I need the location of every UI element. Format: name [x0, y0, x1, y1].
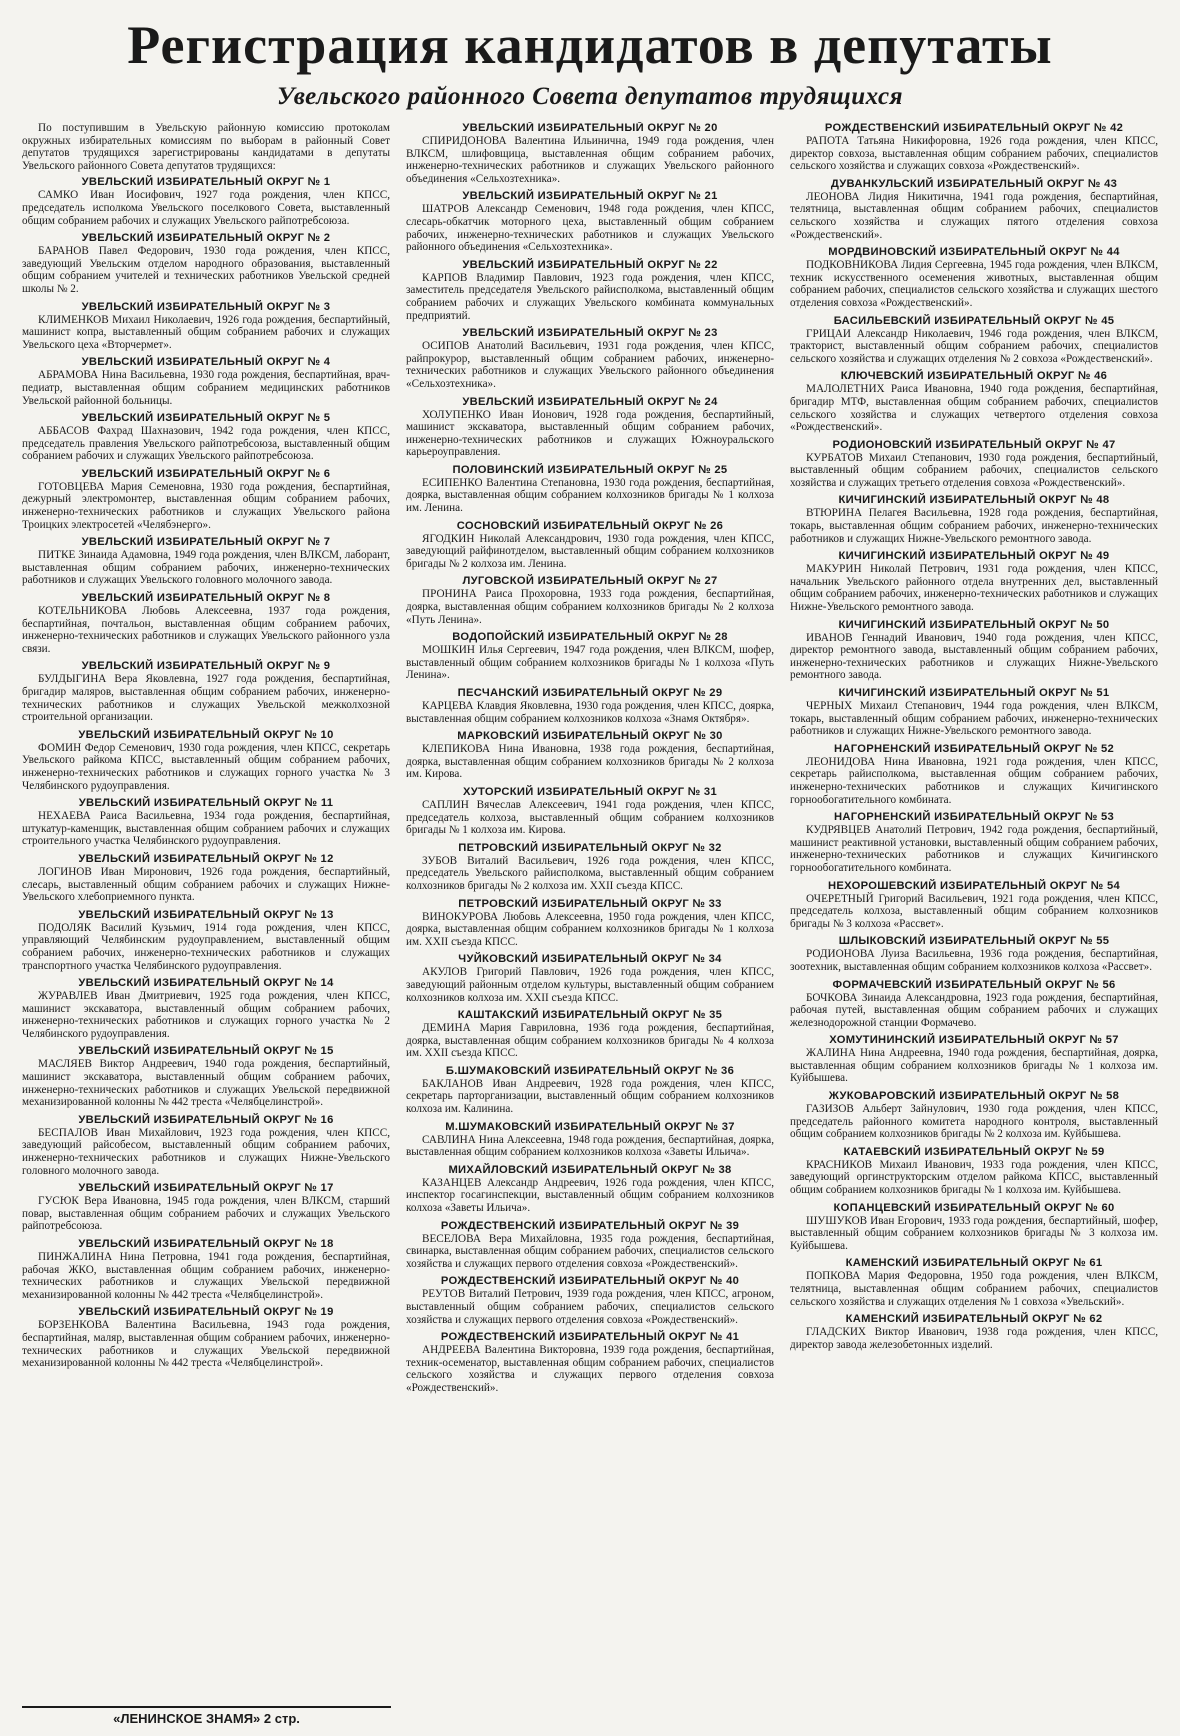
candidate-text: ЛЕОНОВА Лидия Никитична, 1941 года рождения, беспартийная, телятница, выставленная общим собранием рабочих, специалистов сельского хозяйства и служащих пятого отделения совхоза «Рождественский».	[790, 190, 1158, 241]
district-entry	[406, 259, 774, 322]
candidate-text: АКУЛОВ Григорий Павлович, 1926 года рождения, член КПСС, заведующий районным отделом культуры, выставленный общим собранием колхозников колхоза им. XXII съезда КПСС.	[406, 966, 774, 1004]
intro-paragraph: По поступившим в Увельскую районную комиссию протоколам окружных избирательных комиссиям по выборам в районный Совет депутатов трудящихся зарегистрированы кандидатами в депутаты Увельского районного Совета депутатов трудящихся:	[22, 122, 390, 172]
candidate-text: САВЛИНА Нина Алексеевна, 1948 года рождения, беспартийная, доярка, выставленная общим собранием колхозников колхоза «Заветы Ильича».	[406, 1133, 774, 1159]
district-entry	[790, 122, 1158, 173]
candidate-text: АНДРЕЕВА Валентина Викторовна, 1939 года рождения, беспартийная, техник-осеменатор, выставленная общим собранием рабочих, специалистов сельского хозяйства и служащих первого отделения совхоза «Рождественский».	[406, 1344, 774, 1394]
district-heading: УВЕЛЬСКИЙ ИЗБИРАТЕЛЬНЫЙ ОКРУГ № 24	[462, 395, 718, 408]
candidate-text: ОСИПОВ Анатолий Васильевич, 1931 года рождения, член КПСС, райпрокурор, выставленный общим собранием рабочих, инженерно-технических работников и служащих Увельского районного объединения «Сельхозтехника».	[406, 340, 774, 390]
district-heading: УВЕЛЬСКИЙ ИЗБИРАТЕЛЬНЫЙ ОКРУГ № 13	[78, 908, 334, 921]
district-entry	[790, 1257, 1158, 1308]
district-entry	[22, 1045, 390, 1108]
district-heading: КЛЮЧЕВСКИЙ ИЗБИРАТЕЛЬНЫЙ ОКРУГ № 46	[840, 370, 1108, 383]
candidate-text: ВТЮРИНА Пелагея Васильевна, 1928 года рождения, беспартийная, токарь, выставленная общим собранием рабочих, инженерно-технических работников и служащих Нижне-Увельского ремонтного завода.	[790, 507, 1158, 545]
candidate-text: КОТЕЛЬНИКОВА Любовь Алексеевна, 1937 года рождения, беспартийная, почтальон, выставленная общим собранием рабочих, инженерно-технических работников и служащих Увельского районного узла связи.	[22, 605, 390, 655]
district-entry	[406, 687, 774, 725]
district-heading: УВЕЛЬСКИЙ ИЗБИРАТЕЛЬНЫЙ ОКРУГ № 18	[78, 1238, 334, 1250]
district-entry	[22, 1114, 390, 1177]
candidate-text: ВИНОКУРОВА Любовь Алексеевна, 1950 года рождения, член КПСС, доярка, выставленная общим собранием колхозников бригады № 1 колхоза им. XXII съезда КПСС.	[406, 910, 774, 948]
candidate-text: АБРАМОВА Нина Васильевна, 1930 года рождения, беспартийная, врач-педиатр, выставленная общим собранием медицинских работников Увельской районной больницы.	[22, 369, 390, 407]
district-heading: КИЧИГИНСКИЙ ИЗБИРАТЕЛЬНЫЙ ОКРУГ № 49	[838, 550, 1110, 563]
district-heading: УВЕЛЬСКИЙ ИЗБИРАТЕЛЬНЫЙ ОКРУГ № 17	[78, 1182, 334, 1195]
candidate-text: КАЗАНЦЕВ Александр Андреевич, 1926 года рождения, член КПСС, инспектор госагинспекции, выставленный общим собранием колхозников колхоза «Заветы Ильича».	[406, 1176, 774, 1215]
district-heading: МАРКОВСКИЙ ИЗБИРАТЕЛЬНЫЙ ОКРУГ № 30	[457, 730, 723, 743]
district-entry	[790, 935, 1158, 973]
district-heading: УВЕЛЬСКИЙ ИЗБИРАТЕЛЬНЫЙ ОКРУГ № 20	[462, 122, 718, 134]
district-entry	[406, 786, 774, 837]
district-entry	[790, 880, 1158, 931]
district-entry	[22, 468, 390, 531]
district-heading: СОСНОВСКИЙ ИЗБИРАТЕЛЬНЫЙ ОКРУГ № 26	[456, 519, 724, 532]
district-entry	[790, 1090, 1158, 1141]
candidate-text: БАРАНОВ Павел Федорович, 1930 года рождения, член КПСС, заведующий Увельским отделом народного образования, выставленный общим собранием учителей и технических работников Увельской средней школы № 2.	[22, 245, 390, 295]
district-entry	[406, 1164, 774, 1215]
candidate-text: МАСЛЯЕВ Виктор Андреевич, 1940 года рождения, беспартийный, машинист экскаватора, выставленный общим собранием рабочих, инженерно-технических работников и служащих Увельской передвижной механизированной колонны № 442 треста «Челябцелинстрой».	[22, 1058, 390, 1109]
candidate-text: КАРПОВ Владимир Павлович, 1923 года рождения, член КПСС, заместитель председателя Увельского райисполкома, выставленный общим собранием рабочих и служащих Увельского комбината коммунальных предприятий.	[406, 271, 774, 322]
district-heading: УВЕЛЬСКИЙ ИЗБИРАТЕЛЬНЫЙ ОКРУГ № 9	[81, 660, 331, 673]
page-title: Регистрация кандидатов в депутаты	[127, 15, 1053, 75]
candidate-text: БОРЗЕНКОВА Валентина Васильевна, 1943 года рождения, беспартийная, маляр, выставленная общим собранием рабочих, инженерно-технических работников и служащих Увельской передвижной механизированной колонны № 442 треста «Челябцелинстрой».	[22, 1319, 390, 1370]
district-entry	[406, 1331, 774, 1394]
district-entry	[406, 575, 774, 626]
candidate-text: НЕХАЕВА Раиса Васильевна, 1934 года рождения, беспартийная, штукатур-каменщик, выставленная общим собранием рабочих и служащих строительного участка Челябинского рудоуправления.	[22, 810, 390, 848]
district-heading: УВЕЛЬСКИЙ ИЗБИРАТЕЛЬНЫЙ ОКРУГ № 21	[462, 190, 718, 203]
district-entry	[22, 853, 390, 904]
district-entry	[22, 660, 390, 723]
candidate-text: БУЛДЫГИНА Вера Яковлевна, 1927 года рождения, беспартийная, бригадир маляров, выставленная общим собранием рабочих, инженерно-технических работников и служащих Увельской межколхозной строительной организации.	[22, 673, 390, 724]
candidate-text: МОШКИН Илья Сергеевич, 1947 года рождения, член ВЛКСМ, шофер, выставленный общим собранием колхозников бригады № 1 колхоза «Путь Ленина».	[406, 644, 774, 682]
district-entry	[790, 315, 1158, 366]
district-heading: УВЕЛЬСКИЙ ИЗБИРАТЕЛЬНЫЙ ОКРУГ № 8	[81, 592, 331, 605]
district-entry	[790, 979, 1158, 1030]
district-entry	[406, 1009, 774, 1060]
district-entry	[406, 520, 774, 571]
candidate-text: ПРОНИНА Раиса Прохоровна, 1933 года рождения, беспартийная, доярка, выставленная общим собранием колхозников бригады № 2 колхоза «Путь Ленина».	[406, 588, 774, 626]
district-entry	[790, 1034, 1158, 1085]
candidate-text: САМКО Иван Иосифович, 1927 года рождения, член КПСС, председатель исполкома Увельского поселкового Совета, выставленный общим собранием рабочих и служащих Увельского райпотребсоюза.	[22, 189, 390, 227]
district-heading: ФОРМАЧЕВСКИЙ ИЗБИРАТЕЛЬНЫЙ ОКРУГ № 56	[832, 978, 1116, 991]
district-heading: КАШТАКСКИЙ ИЗБИРАТЕЛЬНЫЙ ОКРУГ № 35	[457, 1009, 723, 1022]
district-heading: КАТАЕВСКИЙ ИЗБИРАТЕЛЬНЫЙ ОКРУГ № 59	[843, 1145, 1105, 1158]
district-entry	[22, 1238, 390, 1301]
district-entry	[790, 1313, 1158, 1351]
district-entry	[790, 619, 1158, 682]
candidate-text: КЛЕПИКОВА Нина Ивановна, 1938 года рождения, беспартийная, доярка, выставленная общим собранием колхозников бригады № 2 колхоза им. Кирова.	[406, 743, 774, 781]
district-heading: БАСИЛЬЕВСКИЙ ИЗБИРАТЕЛЬНЫЙ ОКРУГ № 45	[833, 314, 1115, 327]
district-entry	[790, 370, 1158, 433]
district-entry	[406, 730, 774, 781]
district-heading: ХУТОРСКИЙ ИЗБИРАТЕЛЬНЫЙ ОКРУГ № 31	[463, 785, 717, 798]
district-heading: ЧУЙКОВСКИЙ ИЗБИРАТЕЛЬНЫЙ ОКРУГ № 34	[458, 953, 722, 966]
district-heading: РОЖДЕСТВЕНСКИЙ ИЗБИРАТЕЛЬНЫЙ ОКРУГ № 42	[824, 122, 1124, 134]
candidate-text: ЖУРАВЛЕВ Иван Дмитриевич, 1925 года рождения, член КПСС, машинист экскаватора, выставленный общим собранием рабочих, инженерно-технических работников и служащих горного участка № 2 Челябинского рудоуправления.	[22, 990, 390, 1040]
candidate-text: ЛОГИНОВ Иван Миронович, 1926 года рождения, беспартийный, слесарь, выставленный общим собранием рабочих и служащих Нижне-Увельского хлебоприемного пункта.	[22, 865, 390, 904]
district-entry	[406, 327, 774, 390]
candidate-text: ЖАЛИНА Нина Андреевна, 1940 года рождения, беспартийная, доярка, выставленная общим собранием колхозников бригады № 1 колхоза им. Куйбышева.	[790, 1047, 1158, 1085]
district-heading: РОДИОНОВСКИЙ ИЗБИРАТЕЛЬНЫЙ ОКРУГ № 47	[832, 438, 1116, 451]
district-entry	[406, 842, 774, 893]
district-heading: КАМЕНСКИЙ ИЗБИРАТЕЛЬНЫЙ ОКРУГ № 62	[845, 1313, 1103, 1326]
newspaper-footer: «ЛЕНИНСКОЕ ЗНАМЯ» 2 стр.	[22, 1706, 391, 1726]
candidate-text: КЛИМЕНКОВ Михаил Николаевич, 1926 года рождения, беспартийный, машинист копра, выставленный общим собранием рабочих и служащих Увельского цеха «Вторчермет».	[22, 313, 390, 351]
district-entry	[790, 550, 1158, 613]
district-entry	[22, 536, 390, 587]
district-entry	[790, 494, 1158, 545]
candidate-text: САПЛИН Вячеслав Алексеевич, 1941 года рождения, член КПСС, председатель колхоза, выставленный общим собранием колхозников бригады № 1 колхоза им. Кирова.	[406, 798, 774, 837]
candidate-text: ИВАНОВ Геннадий Иванович, 1940 года рождения, член КПСС, директор ремонтного завода, выставленный общим собранием рабочих, инженерно-технических работников и служащих Нижне-Увельского ремонтного завода.	[790, 631, 1158, 682]
district-heading: УВЕЛЬСКИЙ ИЗБИРАТЕЛЬНЫЙ ОКРУГ № 11	[78, 797, 334, 810]
district-entry	[406, 1275, 774, 1326]
district-entry	[406, 1121, 774, 1159]
district-heading: УВЕЛЬСКИЙ ИЗБИРАТЕЛЬНЫЙ ОКРУГ № 15	[78, 1045, 334, 1058]
candidate-text: КАРЦЕВА Клавдия Яковлевна, 1930 года рождения, член КПСС, доярка, выставленная общим собранием колхозников колхоза «Знамя Октября».	[406, 700, 774, 725]
district-entry	[22, 729, 390, 792]
district-heading: УВЕЛЬСКИЙ ИЗБИРАТЕЛЬНЫЙ ОКРУГ № 6	[81, 467, 331, 480]
district-heading: ПЕТРОВСКИЙ ИЗБИРАТЕЛЬНЫЙ ОКРУГ № 32	[458, 841, 722, 854]
district-heading: КИЧИГИНСКИЙ ИЗБИРАТЕЛЬНЫЙ ОКРУГ № 50	[838, 618, 1110, 631]
district-entry	[22, 412, 390, 463]
district-heading: ШЛЫКОВСКИЙ ИЗБИРАТЕЛЬНЫЙ ОКРУГ № 55	[838, 935, 1110, 948]
district-heading: УВЕЛЬСКИЙ ИЗБИРАТЕЛЬНЫЙ ОКРУГ № 7	[81, 536, 331, 549]
candidate-text: ПИТКЕ Зинаида Адамовна, 1949 года рождения, член ВЛКСМ, лаборант, выставленная общим собранием рабочих, инженерно-технических работников и служащих Увельского головного молочного завода.	[22, 549, 390, 587]
candidate-text: ФОМИН Федор Семенович, 1930 года рождения, член КПСС, секретарь Увельского райкома КПСС, выставленный общим собранием рабочих, инженерно-технических работников и служащих горного участка № 3 Челябинского рудоуправления.	[22, 741, 390, 792]
district-heading: Б.ШУМАКОВСКИЙ ИЗБИРАТЕЛЬНЫЙ ОКРУГ № 36	[445, 1064, 735, 1077]
district-heading: КАМЕНСКИЙ ИЗБИРАТЕЛЬНЫЙ ОКРУГ № 61	[845, 1257, 1103, 1270]
column-1	[22, 122, 390, 1722]
candidate-text: ГРИЦАИ Александр Николаевич, 1946 года рождения, член ВЛКСМ, тракторист, выставленный общим собранием рабочих, специалистов сельского хозяйства и служащих отделения № 2 совхоза «Рождественский».	[790, 327, 1158, 365]
candidate-text: АББАСОВ Фахрад Шахназович, 1942 года рождения, член КПСС, председатель правления Увельского райпотребсоюза, выставленный общим собранием рабочих и служащих Увельского райпотребсоюза.	[22, 425, 390, 463]
candidate-text: МАКУРИН Николай Петрович, 1931 года рождения, член КПСС, начальник Увельского районного отдела внутренних дел, выставленный общим собранием рабочих, инженерно-технических работников и служащих Нижне-Увельского ремонтного завода.	[790, 563, 1158, 614]
district-heading: УВЕЛЬСКИЙ ИЗБИРАТЕЛЬНЫЙ ОКРУГ № 4	[81, 356, 331, 369]
district-entry	[22, 232, 390, 295]
district-entry	[22, 1182, 390, 1233]
candidate-text: ПОПКОВА Мария Федоровна, 1950 года рождения, член ВЛКСМ, телятница, выставленная общим собранием рабочих, специалистов сельского хозяйства и служащих отделения № 1 совхоза «Увельский».	[790, 1270, 1158, 1308]
candidate-text: РАПОТА Татьяна Никифоровна, 1926 года рождения, член КПСС, директор совхоза, выставленная общим собранием рабочих, специалистов сельского хозяйства и служащих совхоза «Рождественский».	[790, 135, 1158, 173]
district-heading: УВЕЛЬСКИЙ ИЗБИРАТЕЛЬНЫЙ ОКРУГ № 12	[78, 852, 334, 865]
candidate-text: ГАЗИЗОВ Альберт Зайнулович, 1930 года рождения, член КПСС, председатель районного комитета народного контроля, выставленный общим собранием колхозников бригады № 2 колхоза им. Куйбышева.	[790, 1103, 1158, 1141]
candidate-text: СПИРИДОНОВА Валентина Ильинична, 1949 года рождения, член ВЛКСМ, шлифовщица, выставленная общим собранием рабочих, инженерно-технических работников и служащих Увельского районного объединения «Сельхозтехника».	[406, 135, 774, 185]
candidate-text: ГОТОВЦЕВА Мария Семеновна, 1930 года рождения, беспартийная, дежурный электромонтер, выставленная общим собранием рабочих, инженерно-технических работников и служащих Увельского района Троицких электросетей «Челябэнерго».	[22, 480, 390, 531]
district-heading: ХОМУТИНИНСКИЙ ИЗБИРАТЕЛЬНЫЙ ОКРУГ № 57	[829, 1034, 1119, 1047]
district-entry	[790, 743, 1158, 806]
candidate-text: БОЧКОВА Зинаида Александровна, 1923 года рождения, беспартийная, рабочая путей, выставленная общим собранием рабочих и служащих железнодорожной станции Формачево.	[790, 991, 1158, 1029]
candidate-text: ПОДКОВНИКОВА Лидия Сергеевна, 1945 года рождения, член ВЛКСМ, техник искусственного осеменения животных, выставленная общим собранием рабочих, специалистов сельского хозяйства и служащих шестого отделения совхоза «Рождественский».	[790, 259, 1158, 309]
district-entry	[790, 811, 1158, 874]
district-heading: КИЧИГИНСКИЙ ИЗБИРАТЕЛЬНЫЙ ОКРУГ № 48	[838, 494, 1110, 507]
district-heading: ЖУКОВАРОВСКИЙ ИЗБИРАТЕЛЬНЫЙ ОКРУГ № 58	[828, 1090, 1120, 1103]
candidate-text: ОЧЕРЕТНЫЙ Григорий Васильевич, 1921 года рождения, член КПСС, председатель колхоза, выставленный общим собранием колхозников бригады № 3 колхоза «Рассвет».	[790, 892, 1158, 930]
district-entry	[406, 190, 774, 253]
district-entry	[406, 1065, 774, 1116]
district-entry	[22, 356, 390, 407]
district-heading: ДУВАНКУЛЬСКИЙ ИЗБИРАТЕЛЬНЫЙ ОКРУГ № 43	[830, 177, 1118, 190]
district-entry	[790, 687, 1158, 738]
district-entry	[22, 301, 390, 352]
candidate-text: ПИНЖАЛИНА Нина Петровна, 1941 года рождения, беспартийная, рабочая ЖКО, выставленная общим собранием рабочих, инженерно-технических работников и служащих Увельской передвижной механизированной колонны № 442 треста «Челябцелинстрой».	[22, 1251, 390, 1301]
district-heading: ПЕСЧАНСКИЙ ИЗБИРАТЕЛЬНЫЙ ОКРУГ № 29	[457, 687, 723, 699]
district-entry	[22, 1306, 390, 1369]
candidate-text: ЧЕРНЫХ Михаил Степанович, 1944 года рождения, член ВЛКСМ, токарь, выставленный общим собранием рабочих, инженерно-технических работников и служащих Нижне-Увельского ремонтного завода.	[790, 700, 1158, 738]
district-heading: НАГОРНЕНСКИЙ ИЗБИРАТЕЛЬНЫЙ ОКРУГ № 53	[833, 811, 1115, 824]
candidate-text: ГЛАДСКИХ Виктор Иванович, 1938 года рождения, член КПСС, директор завода железобетонных изделий.	[790, 1326, 1158, 1351]
district-heading: УВЕЛЬСКИЙ ИЗБИРАТЕЛЬНЫЙ ОКРУГ № 23	[462, 327, 718, 340]
candidate-text: РОДИОНОВА Луиза Васильевна, 1936 года рождения, беспартийная, зоотехник, выставленная общим собранием колхозников колхоза «Рассвет».	[790, 948, 1158, 973]
district-heading: УВЕЛЬСКИЙ ИЗБИРАТЕЛЬНЫЙ ОКРУГ № 5	[81, 412, 331, 425]
candidate-text: ВЕСЕЛОВА Вера Михайловна, 1935 года рождения, беспартийная, свинарка, выставленная общим собранием рабочих, специалистов сельского хозяйства и служащих первого отделения совхоза «Рождественский».	[406, 1232, 774, 1270]
district-heading: МОРДВИНОВСКИЙ ИЗБИРАТЕЛЬНЫЙ ОКРУГ № 44	[828, 246, 1120, 259]
district-entry	[22, 909, 390, 972]
column-2	[406, 122, 774, 1722]
candidate-text: ЕСИПЕНКО Валентина Степановна, 1930 года рождения, беспартийная, доярка, выставленная общим собранием колхозников бригады № 1 колхоза им. Ленина.	[406, 476, 774, 515]
candidate-text: ГУСЮК Вера Ивановна, 1945 года рождения, член ВЛКСМ, старший повар, выставленная общим собранием рабочих и служащих Увельского райпотребсоюза.	[22, 1195, 390, 1233]
candidate-text: ХОЛУПЕНКО Иван Ионович, 1928 года рождения, беспартийный, машинист экскаватора, выставленный общим собранием рабочих, инженерно-технических работников и служащих Южноуральского карьероуправления.	[406, 408, 774, 459]
district-entry	[406, 1220, 774, 1271]
candidate-text: ПОДОЛЯК Василий Кузьмич, 1914 года рождения, член КПСС, управляющий Челябинским рудоуправлением, выставленный общим собранием рабочих, инженерно-технических работников и служащих транспортного участка Челябинского рудоуправления.	[22, 921, 390, 972]
district-entry	[790, 246, 1158, 309]
district-heading: РОЖДЕСТВЕНСКИЙ ИЗБИРАТЕЛЬНЫЙ ОКРУГ № 40	[440, 1275, 740, 1288]
candidate-text: ЛЕОНИДОВА Нина Ивановна, 1921 года рождения, член КПСС, секретарь райисполкома, выставленная общим собранием рабочих, инженерно-технических работников и служащих Кичигинского горнообогатительного комбината.	[790, 755, 1158, 806]
district-heading: КОПАНЦЕВСКИЙ ИЗБИРАТЕЛЬНЫЙ ОКРУГ № 60	[833, 1201, 1115, 1214]
district-entry	[22, 797, 390, 848]
district-heading: УВЕЛЬСКИЙ ИЗБИРАТЕЛЬНЫЙ ОКРУГ № 14	[78, 977, 334, 990]
candidate-text: КРАСНИКОВ Михаил Иванович, 1933 года рождения, член КПСС, заведующий оргинструкторским отделом райкома КПСС, выставленный общим собранием колхозников бригады № 1 колхоза им. Куйбышева.	[790, 1158, 1158, 1197]
page-subtitle: Увельского районного Совета депутатов трудящихся	[277, 83, 903, 110]
district-heading: УВЕЛЬСКИЙ ИЗБИРАТЕЛЬНЫЙ ОКРУГ № 3	[81, 300, 331, 313]
district-entry	[790, 1202, 1158, 1253]
district-heading: УВЕЛЬСКИЙ ИЗБИРАТЕЛЬНЫЙ ОКРУГ № 22	[462, 258, 718, 271]
district-heading: НЕХОРОШЕВСКИЙ ИЗБИРАТЕЛЬНЫЙ ОКРУГ № 54	[827, 879, 1121, 892]
candidate-text: ДЕМИНА Мария Гавриловна, 1936 года рождения, беспартийная, доярка, выставленная общим собранием колхозников бригады № 4 колхоза им. XXII съезда КПСС.	[406, 1022, 774, 1060]
district-heading: ПОЛОВИНСКИЙ ИЗБИРАТЕЛЬНЫЙ ОКРУГ № 25	[452, 463, 728, 476]
district-heading: УВЕЛЬСКИЙ ИЗБИРАТЕЛЬНЫЙ ОКРУГ № 16	[78, 1113, 334, 1126]
district-heading: ПЕТРОВСКИЙ ИЗБИРАТЕЛЬНЫЙ ОКРУГ № 33	[458, 897, 722, 910]
district-heading: РОЖДЕСТВЕНСКИЙ ИЗБИРАТЕЛЬНЫЙ ОКРУГ № 39	[440, 1219, 740, 1232]
district-entry	[790, 178, 1158, 241]
district-heading: УВЕЛЬСКИЙ ИЗБИРАТЕЛЬНЫЙ ОКРУГ № 2	[81, 232, 331, 245]
district-entry	[406, 464, 774, 515]
candidate-text: ЯГОДКИН Николай Александрович, 1930 года рождения, член КПСС, заведующий райфинотделом, выставленный общим собранием колхозников бригады № 2 колхоза им. Ленина.	[406, 532, 774, 570]
district-entry	[790, 439, 1158, 490]
district-heading: ЛУГОВСКОЙ ИЗБИРАТЕЛЬНЫЙ ОКРУГ № 27	[462, 575, 718, 588]
district-entry	[406, 122, 774, 185]
candidate-text: МАЛОЛЕТНИХ Раиса Ивановна, 1940 года рождения, беспартийная, бригадир МТФ, выставленная общим собранием рабочих, специалистов сельского хозяйства и служащих четвертого отделения совхоза «Рождественский».	[790, 383, 1158, 434]
district-heading: РОЖДЕСТВЕНСКИЙ ИЗБИРАТЕЛЬНЫЙ ОКРУГ № 41	[440, 1331, 740, 1344]
district-heading: УВЕЛЬСКИЙ ИЗБИРАТЕЛЬНЫЙ ОКРУГ № 1	[81, 176, 331, 189]
district-entry	[406, 898, 774, 949]
district-heading: НАГОРНЕНСКИЙ ИЗБИРАТЕЛЬНЫЙ ОКРУГ № 52	[833, 742, 1115, 755]
district-entry	[406, 953, 774, 1004]
candidate-text: ШАТРОВ Александр Семенович, 1948 года рождения, член КПСС, слесарь-обкатчик моторного цеха, выставленный общим собранием рабочих, инженерно-технических работников и служащих Увельского районного объединения «Сельхозтехника».	[406, 203, 774, 254]
district-entry	[22, 176, 390, 227]
district-heading: КИЧИГИНСКИЙ ИЗБИРАТЕЛЬНЫЙ ОКРУГ № 51	[838, 687, 1110, 699]
candidate-text: ШУШУКОВ Иван Егорович, 1933 года рождения, беспартийный, шофер, выставленный общим собранием колхозников бригады № 3 колхоза им. Куйбышева.	[790, 1214, 1158, 1252]
columns	[22, 122, 1158, 1722]
district-entry	[22, 592, 390, 655]
candidate-text: БАКЛАНОВ Иван Андреевич, 1928 года рождения, член КПСС, секретарь парторганизации, выставленный общим собранием колхозников колхоза им. Калинина.	[406, 1077, 774, 1116]
candidate-text: РЕУТОВ Виталий Петрович, 1939 года рождения, член КПСС, агроном, выставленный общим собранием рабочих, специалистов сельского хозяйства и служащих первого отделения совхоза «Рождественский».	[406, 1288, 774, 1326]
district-entry	[406, 396, 774, 459]
district-entry	[22, 977, 390, 1040]
column-3	[790, 122, 1158, 1722]
candidate-text: КУРБАТОВ Михаил Степанович, 1930 года рождения, беспартийный, выставленный общим собранием рабочих, специалистов сельского хозяйства и служащих третьего отделения совхоза «Рождественский».	[790, 451, 1158, 489]
district-entry	[790, 1146, 1158, 1197]
district-heading: УВЕЛЬСКИЙ ИЗБИРАТЕЛЬНЫЙ ОКРУГ № 10	[78, 728, 334, 741]
district-heading: УВЕЛЬСКИЙ ИЗБИРАТЕЛЬНЫЙ ОКРУГ № 19	[78, 1306, 334, 1319]
district-heading: М.ШУМАКОВСКИЙ ИЗБИРАТЕЛЬНЫЙ ОКРУГ № 37	[445, 1120, 735, 1133]
candidate-text: БЕСПАЛОВ Иван Михайлович, 1923 года рождения, член КПСС, заведующий райсобесом, выставленный общим собранием рабочих, инженерно-технических работников и служащих Нижне-Увельского головного молочного завода.	[22, 1126, 390, 1177]
candidate-text: КУДРЯВЦЕВ Анатолий Петрович, 1942 года рождения, беспартийный, машинист реактивной установки, выставленный общим собранием рабочих, инженерно-технических работников и служащих Кичигинского горнообогатительного комбината.	[790, 824, 1158, 874]
candidate-text: ЗУБОВ Виталий Васильевич, 1926 года рождения, член КПСС, председатель Увельского райисполкома, выставленный общим собранием колхозников бригады № 2 колхоза им. XXII съезда КПСС.	[406, 854, 774, 892]
district-heading: ВОДОПОЙСКИЙ ИЗБИРАТЕЛЬНЫЙ ОКРУГ № 28	[452, 631, 728, 644]
district-entry	[406, 631, 774, 682]
district-heading: МИХАЙЛОВСКИЙ ИЗБИРАТЕЛЬНЫЙ ОКРУГ № 38	[448, 1163, 732, 1176]
